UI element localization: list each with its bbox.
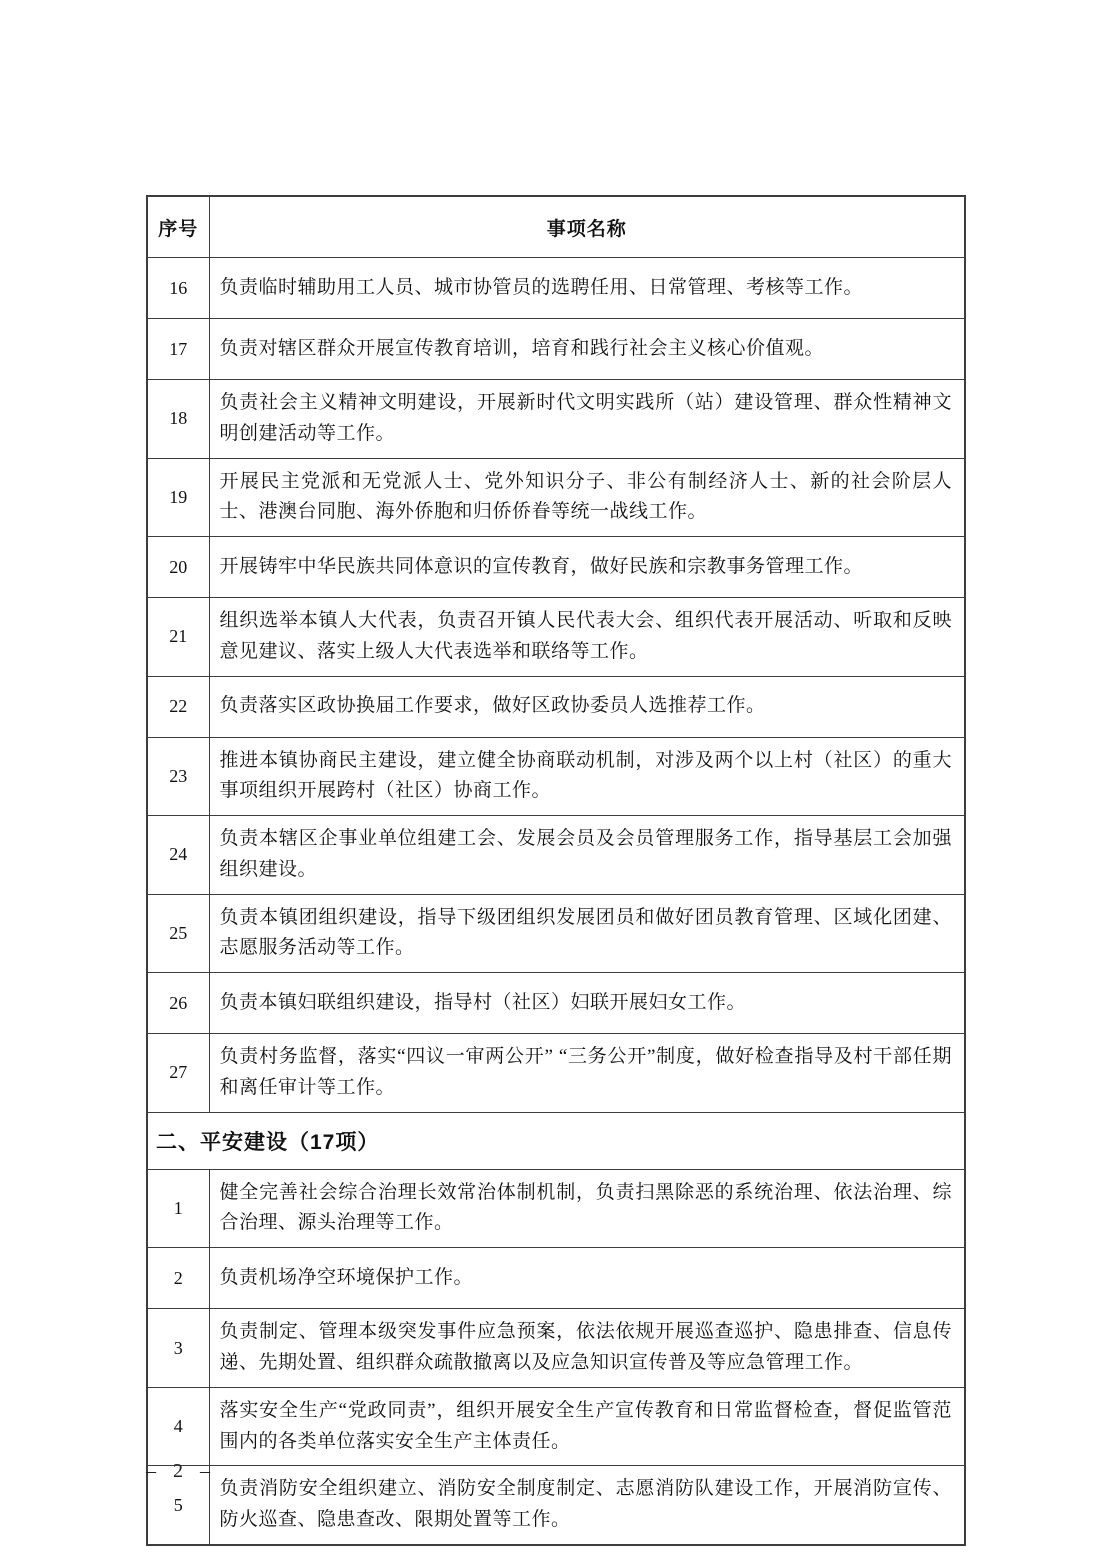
- row-text: 开展铸牢中华民族共同体意识的宣传教育，做好民族和宗教事务管理工作。: [209, 537, 965, 598]
- row-text: 落实安全生产“党政同责”，组织开展安全生产宣传教育和日常监督检查，督促监管范围内的各类单位落实安全生产主体责任。: [209, 1387, 965, 1466]
- table-row: [147, 537, 965, 598]
- row-text: 推进本镇协商民主建设，建立健全协商联动机制，对涉及两个以上村（社区）的重大事项组织开展跨村（社区）协商工作。: [209, 737, 965, 816]
- row-text: 负责本镇团组织建设，指导下级团组织发展团员和做好团员教育管理、区域化团建、志愿服务活动等工作。: [209, 894, 965, 973]
- row-number: 22: [147, 676, 209, 737]
- row-number: 24: [147, 816, 209, 895]
- row-number: 19: [147, 458, 209, 537]
- table-row: [147, 258, 965, 319]
- section-header-row: [147, 1112, 965, 1169]
- row-text: 负责落实区政协换届工作要求，做好区政协委员人选推荐工作。: [209, 676, 965, 737]
- row-text: 负责本辖区企事业单位组建工会、发展会员及会员管理服务工作，指导基层工会加强组织建设。: [209, 816, 965, 895]
- header-col-item-name: 事项名称: [209, 196, 965, 258]
- row-text: 负责本镇妇联组织建设，指导村（社区）妇联开展妇女工作。: [209, 973, 965, 1034]
- section-2-body: [147, 1169, 965, 1545]
- table-header-row: [147, 196, 965, 258]
- section-2-header: [147, 1112, 965, 1169]
- table-row: [147, 1387, 965, 1466]
- row-text: 开展民主党派和无党派人士、党外知识分子、非公有制经济人士、新的社会阶层人士、港澳台同胞、海外侨胞和归侨侨眷等统一战线工作。: [209, 458, 965, 537]
- row-text: 负责机场净空环境保护工作。: [209, 1248, 965, 1309]
- row-number: 23: [147, 737, 209, 816]
- row-number: 16: [147, 258, 209, 319]
- row-number: 18: [147, 380, 209, 459]
- header-col-number: 序号: [147, 196, 209, 258]
- table-row: [147, 1248, 965, 1309]
- table-row: [147, 458, 965, 537]
- table-row: [147, 816, 965, 895]
- row-number: 26: [147, 973, 209, 1034]
- row-number: 2: [147, 1248, 209, 1309]
- row-number: 5: [147, 1466, 209, 1545]
- table-row: [147, 319, 965, 380]
- row-number: 1: [147, 1169, 209, 1248]
- table-row: [147, 973, 965, 1034]
- table-row: [147, 894, 965, 973]
- table-header: [147, 196, 965, 258]
- row-text: 健全完善社会综合治理长效常治体制机制，负责扫黑除恶的系统治理、依法治理、综合治理、源头治理等工作。: [209, 1169, 965, 1248]
- table-row: [147, 598, 965, 677]
- table-row: [147, 676, 965, 737]
- row-number: 21: [147, 598, 209, 677]
- section-title: 二、平安建设（17项）: [147, 1112, 965, 1169]
- row-text: 负责对辖区群众开展宣传教育培训，培育和践行社会主义核心价值观。: [209, 319, 965, 380]
- row-number: 4: [147, 1387, 209, 1466]
- table-row: [147, 380, 965, 459]
- table-row: [147, 1034, 965, 1113]
- section-1-body: [147, 258, 965, 1113]
- row-text: 负责消防安全组织建立、消防安全制度制定、志愿消防队建设工作，开展消防宣传、防火巡查、隐患查改、限期处置等工作。: [209, 1466, 965, 1545]
- items-table: [146, 195, 966, 1546]
- row-text: 组织选举本镇人大代表，负责召开镇人民代表大会、组织代表开展活动、听取和反映意见建议、落实上级人大代表选举和联络等工作。: [209, 598, 965, 677]
- table-row: [147, 737, 965, 816]
- table-row: [147, 1466, 965, 1545]
- table-row: [147, 1169, 965, 1248]
- row-number: 20: [147, 537, 209, 598]
- table-row: [147, 1309, 965, 1388]
- row-text: 负责临时辅助用工人员、城市协管员的选聘任用、日常管理、考核等工作。: [209, 258, 965, 319]
- row-number: 17: [147, 319, 209, 380]
- row-number: 25: [147, 894, 209, 973]
- row-number: 27: [147, 1034, 209, 1113]
- row-text: 负责社会主义精神文明建设，开展新时代文明实践所（站）建设管理、群众性精神文明创建活动等工作。: [209, 380, 965, 459]
- page-number: – 2 –: [146, 1460, 216, 1482]
- row-number: 3: [147, 1309, 209, 1388]
- row-text: 负责村务监督，落实“四议一审两公开” “三务公开”制度，做好检查指导及村干部任期和离任审计等工作。: [209, 1034, 965, 1113]
- row-text: 负责制定、管理本级突发事件应急预案，依法依规开展巡查巡护、隐患排查、信息传递、先期处置、组织群众疏散撤离以及应急知识宣传普及等应急管理工作。: [209, 1309, 965, 1388]
